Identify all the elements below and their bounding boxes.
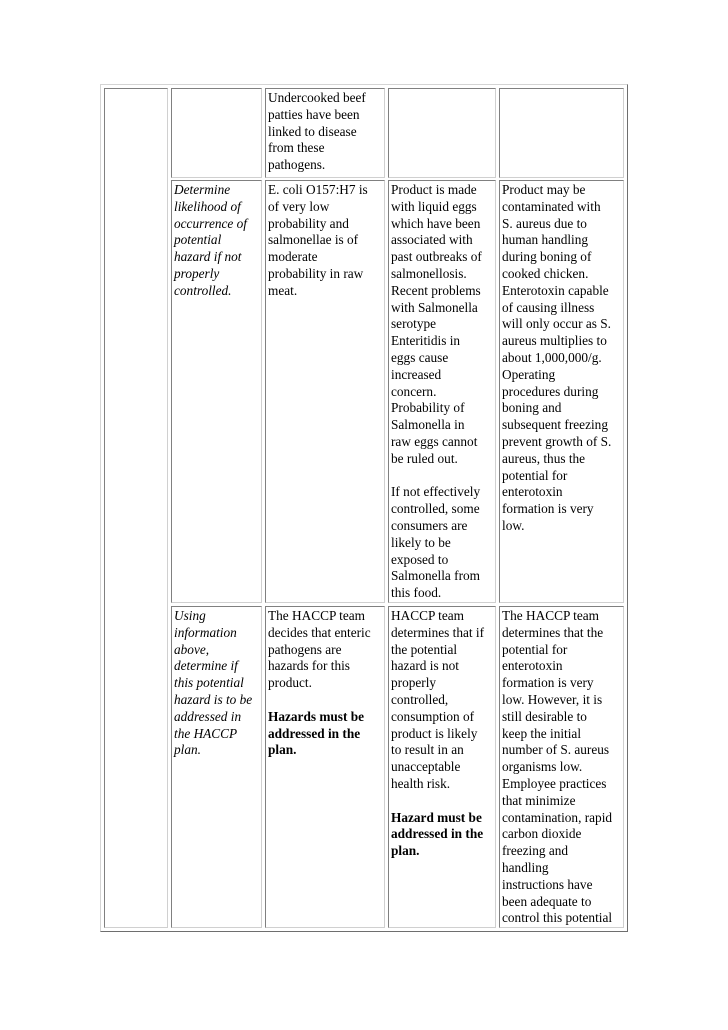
liquid-eggs-text-line: past outbreaks of [391, 249, 482, 265]
cooked-chicken-text-line: still desirable to [502, 708, 587, 724]
step-label-line: controlled. [174, 282, 232, 298]
hazard-text-line: Undercooked beef [268, 90, 366, 105]
liquid-eggs-text-line: exposed to [391, 551, 449, 567]
liquid-eggs-text-line: product is likely [391, 725, 478, 741]
liquid-eggs-text-line: Recent problems [391, 282, 481, 298]
cooked-chicken-text-line: The HACCP team [502, 608, 600, 623]
cooked-chicken-text-line: Operating [502, 366, 556, 382]
hazard-text-line: pathogens. [268, 157, 326, 173]
liquid-eggs-text-line: consumers are [391, 518, 468, 533]
cooked-chicken-text-line: formation is very [502, 501, 594, 517]
hazard-text-line: probability and [268, 215, 349, 231]
cooked-chicken-text-line: keep the initial [502, 725, 582, 741]
step-label-line: this potential [174, 675, 244, 691]
cooked-chicken-text-line: number of S. aureus [502, 742, 610, 758]
cooked-chicken-text-line: freezing and [502, 843, 569, 859]
hazard-conclusion-line: addressed in the [268, 725, 361, 741]
liquid-eggs-text-line: Salmonella from [391, 568, 480, 584]
cooked-chicken-text-line: human handling [502, 232, 589, 248]
step-label-line: plan. [174, 742, 201, 758]
cooked-chicken-text-line: contamination, rapid [502, 809, 613, 825]
step-label-line: potential [174, 232, 222, 248]
hazard-text-line: pathogens are [268, 641, 342, 657]
liquid-eggs-text-line: eggs cause [391, 350, 449, 365]
liquid-eggs-text-line: raw eggs cannot [391, 434, 478, 449]
hazard-text-line: probability in raw [268, 266, 364, 281]
cooked-chicken-text-line: Enterotoxin capable [502, 282, 609, 298]
table-cell-r1-c5 [499, 88, 624, 178]
cooked-chicken-text-line: aureus multiplies to [502, 333, 607, 349]
liquid-eggs-text-line: HACCP team [391, 608, 465, 623]
liquid-eggs-text-line: salmonellosis. [391, 266, 467, 281]
cooked-chicken-text-line: contaminated with [502, 198, 601, 214]
step-label-line: hazard is to be [174, 692, 253, 707]
hazard-text-line: The HACCP team [268, 608, 366, 623]
cooked-chicken-text-line: that minimize [502, 792, 576, 808]
hazard-text-line: from these [268, 140, 325, 156]
table-cell-r1-c2 [171, 88, 262, 178]
cooked-chicken-text-line: procedures during [502, 383, 599, 399]
liquid-eggs-text-line: determines that if [391, 624, 485, 640]
liquid-eggs-text-line: Product is made [391, 182, 477, 197]
cooked-chicken-text-line: organisms low. [502, 759, 583, 775]
step-label-line: properly [174, 266, 220, 281]
hazard-conclusion-line: Hazards must be [268, 708, 365, 724]
cooked-chicken-text-line: S. aureus due to [502, 215, 587, 231]
liquid-eggs-text-line: this food. [391, 585, 442, 601]
hazard-text-line: meat. [268, 282, 298, 298]
step-label-line: the HACCP [174, 725, 238, 741]
cooked-chicken-text-line: low. [502, 518, 525, 533]
liquid-eggs-conclusion-line: plan. [391, 843, 420, 859]
liquid-eggs-text-line: Salmonella in [391, 417, 465, 433]
liquid-eggs-conclusion-line: addressed in the [391, 826, 484, 842]
table-cell-blank-column [104, 88, 168, 928]
hazard-text-line: hazards for this [268, 658, 350, 674]
cooked-chicken-text-line: enterotoxin [502, 484, 563, 500]
liquid-eggs-text-line: controlled, some [391, 501, 480, 517]
liquid-eggs-text-line: properly [391, 675, 437, 691]
step-label-line: likelihood of [174, 198, 241, 214]
step-label-line: determine if [174, 658, 238, 674]
cooked-chicken-text-line: aureus, thus the [502, 450, 586, 466]
liquid-eggs-text-line: Enteritidis in [391, 333, 461, 349]
liquid-eggs-text-line: the potential [391, 641, 458, 657]
cooked-chicken-text-line: enterotoxin [502, 658, 563, 674]
cooked-chicken-text-line: potential for [502, 641, 568, 657]
cooked-chicken-text-line: control this potential [502, 910, 613, 926]
step-label-line: above, [174, 641, 210, 657]
step-label-line: addressed in [174, 708, 242, 724]
hazard-text-line: of very low [268, 198, 330, 214]
liquid-eggs-text-line: increased [391, 366, 442, 382]
liquid-eggs-text-line: If not effectively [391, 484, 481, 500]
cooked-chicken-text-line: of causing illness [502, 299, 595, 315]
liquid-eggs-text-line: consumption of [391, 708, 475, 724]
liquid-eggs-text-line: Probability of [391, 400, 465, 416]
liquid-eggs-text-line: with liquid eggs [391, 198, 477, 214]
liquid-eggs-text-line: health risk. [391, 776, 451, 791]
liquid-eggs-text-line: associated with [391, 232, 473, 248]
liquid-eggs-text-line: with Salmonella [391, 299, 478, 315]
cooked-chicken-text-line: prevent growth of S. [502, 434, 612, 449]
step-label-line: Determine [174, 182, 231, 197]
cooked-chicken-text-line: cooked chicken. [502, 266, 589, 281]
liquid-eggs-text-line: hazard is not [391, 658, 459, 674]
liquid-eggs-text-line: which have been [391, 215, 481, 231]
step-label-line: hazard if not [174, 249, 242, 265]
cooked-chicken-text-line: about 1,000,000/g. [502, 350, 602, 365]
table-cell-r1-c4 [388, 88, 496, 178]
cooked-chicken-text-line: boning and [502, 400, 562, 416]
hazard-text-line: E. coli O157:H7 is [268, 182, 368, 197]
step-label-line: occurrence of [174, 215, 247, 231]
hazard-text-line: salmonellae is of [268, 232, 359, 248]
cooked-chicken-text-line: determines that the [502, 624, 604, 640]
hazard-text-line: product. [268, 675, 312, 691]
liquid-eggs-text-line: concern. [391, 383, 437, 399]
cooked-chicken-text-line: subsequent freezing [502, 417, 608, 433]
cooked-chicken-text-line: instructions have [502, 876, 593, 892]
liquid-eggs-text-line: likely to be [391, 534, 451, 550]
liquid-eggs-text-line: serotype [391, 316, 437, 332]
liquid-eggs-text-line: controlled, [391, 692, 449, 707]
hazard-text-line: patties have been [268, 106, 360, 122]
cooked-chicken-text-line: carbon dioxide [502, 826, 582, 842]
cooked-chicken-text-line: will only occur as S. [502, 316, 611, 332]
cooked-chicken-text-line: Employee practices [502, 776, 607, 791]
cooked-chicken-text-line: handling [502, 860, 549, 875]
liquid-eggs-text-line: unacceptable [391, 759, 461, 775]
cooked-chicken-text-line: low. However, it is [502, 692, 603, 707]
cooked-chicken-text-line: been adequate to [502, 893, 592, 909]
cooked-chicken-text-line: formation is very [502, 675, 594, 691]
cooked-chicken-text-line: Product may be [502, 182, 586, 197]
hazard-conclusion-line: plan. [268, 742, 297, 758]
hazard-text-line: moderate [268, 249, 318, 265]
liquid-eggs-text-line: be ruled out. [391, 450, 458, 466]
hazard-text-line: decides that enteric [268, 624, 371, 640]
liquid-eggs-conclusion-line: Hazard must be [391, 809, 482, 825]
step-label-line: Using [174, 608, 206, 623]
step-label-line: information [174, 624, 237, 640]
hazard-text-line: linked to disease [268, 123, 357, 139]
cooked-chicken-text-line: potential for [502, 467, 568, 483]
liquid-eggs-text-line: to result in an [391, 742, 464, 758]
cooked-chicken-text-line: during boning of [502, 249, 592, 265]
